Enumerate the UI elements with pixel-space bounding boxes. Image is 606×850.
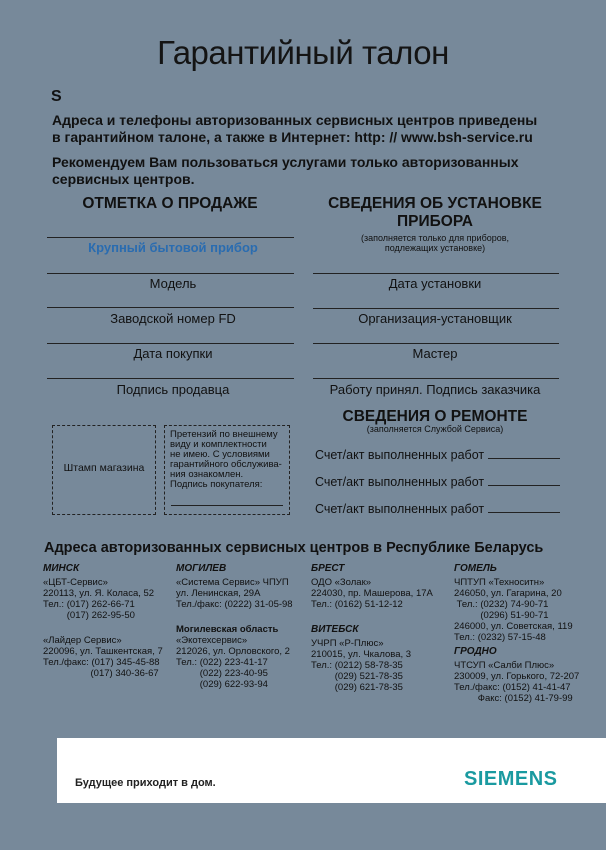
claim-line: не имею. С условиями	[170, 449, 270, 460]
install-org-line[interactable]	[313, 308, 559, 309]
address-line: «Система Сервис» ЧПУП	[176, 577, 289, 588]
page-title: Гарантийный талон	[157, 34, 449, 71]
address-line: «ЦБТ-Сервис»	[43, 577, 108, 588]
intro-line: Адреса и телефоны авторизованных сервисных центров приведены	[52, 112, 538, 128]
buyer-sign-label: Подпись покупателя:	[170, 479, 263, 490]
phone-line: Тел./факс: (017) 345-45-88	[43, 657, 160, 668]
store-stamp-box	[52, 425, 156, 515]
claim-line: ния ознакомлен.	[170, 469, 244, 480]
repair-invoice-label: Счет/акт выполненных работ	[315, 448, 485, 462]
claim-line: гарантийного обслужива-	[170, 459, 282, 470]
city-gomel	[454, 563, 604, 643]
seller-sign-label: Подпись продавца	[116, 382, 230, 397]
city-minsk	[43, 563, 171, 679]
city-name: БРЕСТ	[311, 563, 345, 574]
phone-line: Тел.: (017) 262-66-71	[43, 599, 135, 610]
serial-line[interactable]	[47, 307, 294, 308]
customer-sign-label: Работу принял. Подпись заказчика	[329, 382, 541, 397]
address-line: ЧТСУП «Салби Плюс»	[454, 660, 555, 671]
intro-line: сервисных центров.	[52, 171, 195, 187]
customer-sign-line[interactable]	[313, 378, 559, 379]
phone-line: (029) 622-93-94	[176, 679, 268, 690]
address-line: УЧРП «Р-Плюс»	[311, 638, 384, 649]
region-name: Могилевская область	[176, 624, 279, 635]
intro-recommend	[52, 154, 572, 188]
install-org-label: Организация-установщик	[358, 311, 512, 326]
city-grodno	[454, 646, 604, 704]
phone-line: Тел.: (0232) 74-90-71	[454, 599, 549, 610]
city-name: МИНСК	[43, 563, 80, 574]
install-heading-line: ПРИБОРА	[397, 213, 473, 230]
address-line: 210015, ул. Чкалова, 3	[311, 649, 412, 660]
city-brest	[311, 563, 449, 610]
city-name: ГОМЕЛЬ	[454, 563, 497, 574]
intro-addresses	[52, 112, 572, 146]
phone-line: (017) 340-36-67	[43, 668, 159, 679]
address-line: 220113, ул. Я. Коласа, 52	[43, 588, 155, 599]
repair-heading: СВЕДЕНИЯ О РЕМОНТЕ	[342, 408, 528, 425]
address-line: 246050, ул. Гагарина, 20	[454, 588, 562, 599]
master-line[interactable]	[313, 343, 559, 344]
phone-line: Факс: (0152) 41-79-99	[454, 693, 573, 704]
install-note	[310, 233, 560, 253]
phone-line: Тел.: (0162) 51-12-12	[311, 599, 403, 610]
repair-invoice-field[interactable]	[488, 458, 560, 459]
address-line: «Экотехсервис»	[176, 635, 248, 646]
siemens-logo: SIEMENS	[464, 768, 558, 790]
install-heading	[310, 195, 560, 231]
intro-line: Рекомендуем Вам пользоваться услугами только авторизованных	[52, 154, 519, 170]
repair-invoice-row	[315, 475, 560, 489]
purchase-date-line[interactable]	[47, 343, 294, 344]
repair-invoice-field[interactable]	[488, 485, 560, 486]
repair-invoice-row	[315, 502, 560, 516]
install-note-line: (заполняется только для приборов,	[360, 233, 510, 243]
repair-invoice-label: Счет/акт выполненных работ	[315, 475, 485, 489]
model-label: Модель	[149, 276, 197, 291]
repair-invoice-row	[315, 448, 560, 462]
phone-line: (029) 521-78-35	[311, 671, 403, 682]
install-date-line[interactable]	[313, 273, 559, 274]
phone-line: Тел.: (0212) 58-78-35	[311, 660, 403, 671]
claim-line: виду и комплектности	[170, 439, 267, 450]
phone-line: Тел./факс: (0222) 31-05-98	[176, 599, 293, 610]
city-name: МОГИЛЕВ	[176, 563, 227, 574]
serial-label: Заводской номер FD	[110, 311, 236, 326]
phone-line: (0296) 51-90-71	[454, 610, 549, 621]
address-line: 220096, ул. Ташкентская, 7	[43, 646, 163, 657]
intro-line: в гарантийном талоне, а также в Интернет: http: // www.bsh-service.ru	[52, 129, 533, 145]
address-line: ул. Ленинская, 29А	[176, 588, 261, 599]
s-mark: S	[51, 88, 62, 105]
master-label: Мастер	[412, 346, 458, 361]
address-line: 246000, ул. Советская, 119	[454, 621, 573, 632]
city-vitebsk	[311, 624, 449, 693]
install-heading-line: СВЕДЕНИЯ ОБ УСТАНОВКЕ	[328, 195, 542, 212]
address-line: 230009, ул. Горького, 72-207	[454, 671, 580, 682]
product-type: Крупный бытовой прибор	[88, 240, 258, 255]
buyer-sign-line[interactable]	[171, 505, 283, 506]
install-note-line: подлежащих установке)	[384, 243, 486, 253]
address-line: ОДО «Золак»	[311, 577, 372, 588]
address-line: ЧПТУП «Техноситн»	[454, 577, 545, 588]
seller-sign-line[interactable]	[47, 378, 294, 379]
sale-heading: ОТМЕТКА О ПРОДАЖЕ	[82, 195, 258, 212]
city-name: ВИТЕБСК	[311, 624, 359, 635]
repair-invoice-field[interactable]	[488, 512, 560, 513]
store-stamp-label: Штамп магазина	[63, 462, 145, 474]
phone-line: (022) 223-40-95	[176, 668, 268, 679]
repair-note: (заполняется Службой Сервиса)	[366, 424, 504, 434]
phone-line: (017) 262-95-50	[43, 610, 135, 621]
addresses-title: Адреса авторизованных сервисных центров в Республике Беларусь	[44, 540, 544, 556]
phone-line: Тел.: (0232) 57-15-48	[454, 632, 546, 643]
city-name: ГРОДНО	[454, 646, 497, 657]
address-line: 212026, ул. Орловского, 2	[176, 646, 290, 657]
phone-line: (029) 621-78-35	[311, 682, 403, 693]
address-line: «Лайдер Сервис»	[43, 635, 122, 646]
product-line	[47, 237, 294, 238]
phone-line: Тел./факс: (0152) 41-41-47	[454, 682, 571, 693]
repair-invoice-label: Счет/акт выполненных работ	[315, 502, 485, 516]
phone-line: Тел.: (022) 223-41-17	[176, 657, 268, 668]
claim-line: Претензий по внешнему	[170, 429, 278, 440]
city-mogilev	[176, 563, 306, 690]
purchase-date-label: Дата покупки	[133, 346, 213, 361]
buyer-claim-box	[164, 425, 290, 515]
install-date-label: Дата установки	[388, 276, 482, 291]
model-line[interactable]	[47, 273, 294, 274]
address-line: 224030, пр. Машерова, 17А	[311, 588, 433, 599]
footer-accent	[41, 738, 57, 803]
footer-slogan: Будущее приходит в дом.	[75, 777, 216, 789]
